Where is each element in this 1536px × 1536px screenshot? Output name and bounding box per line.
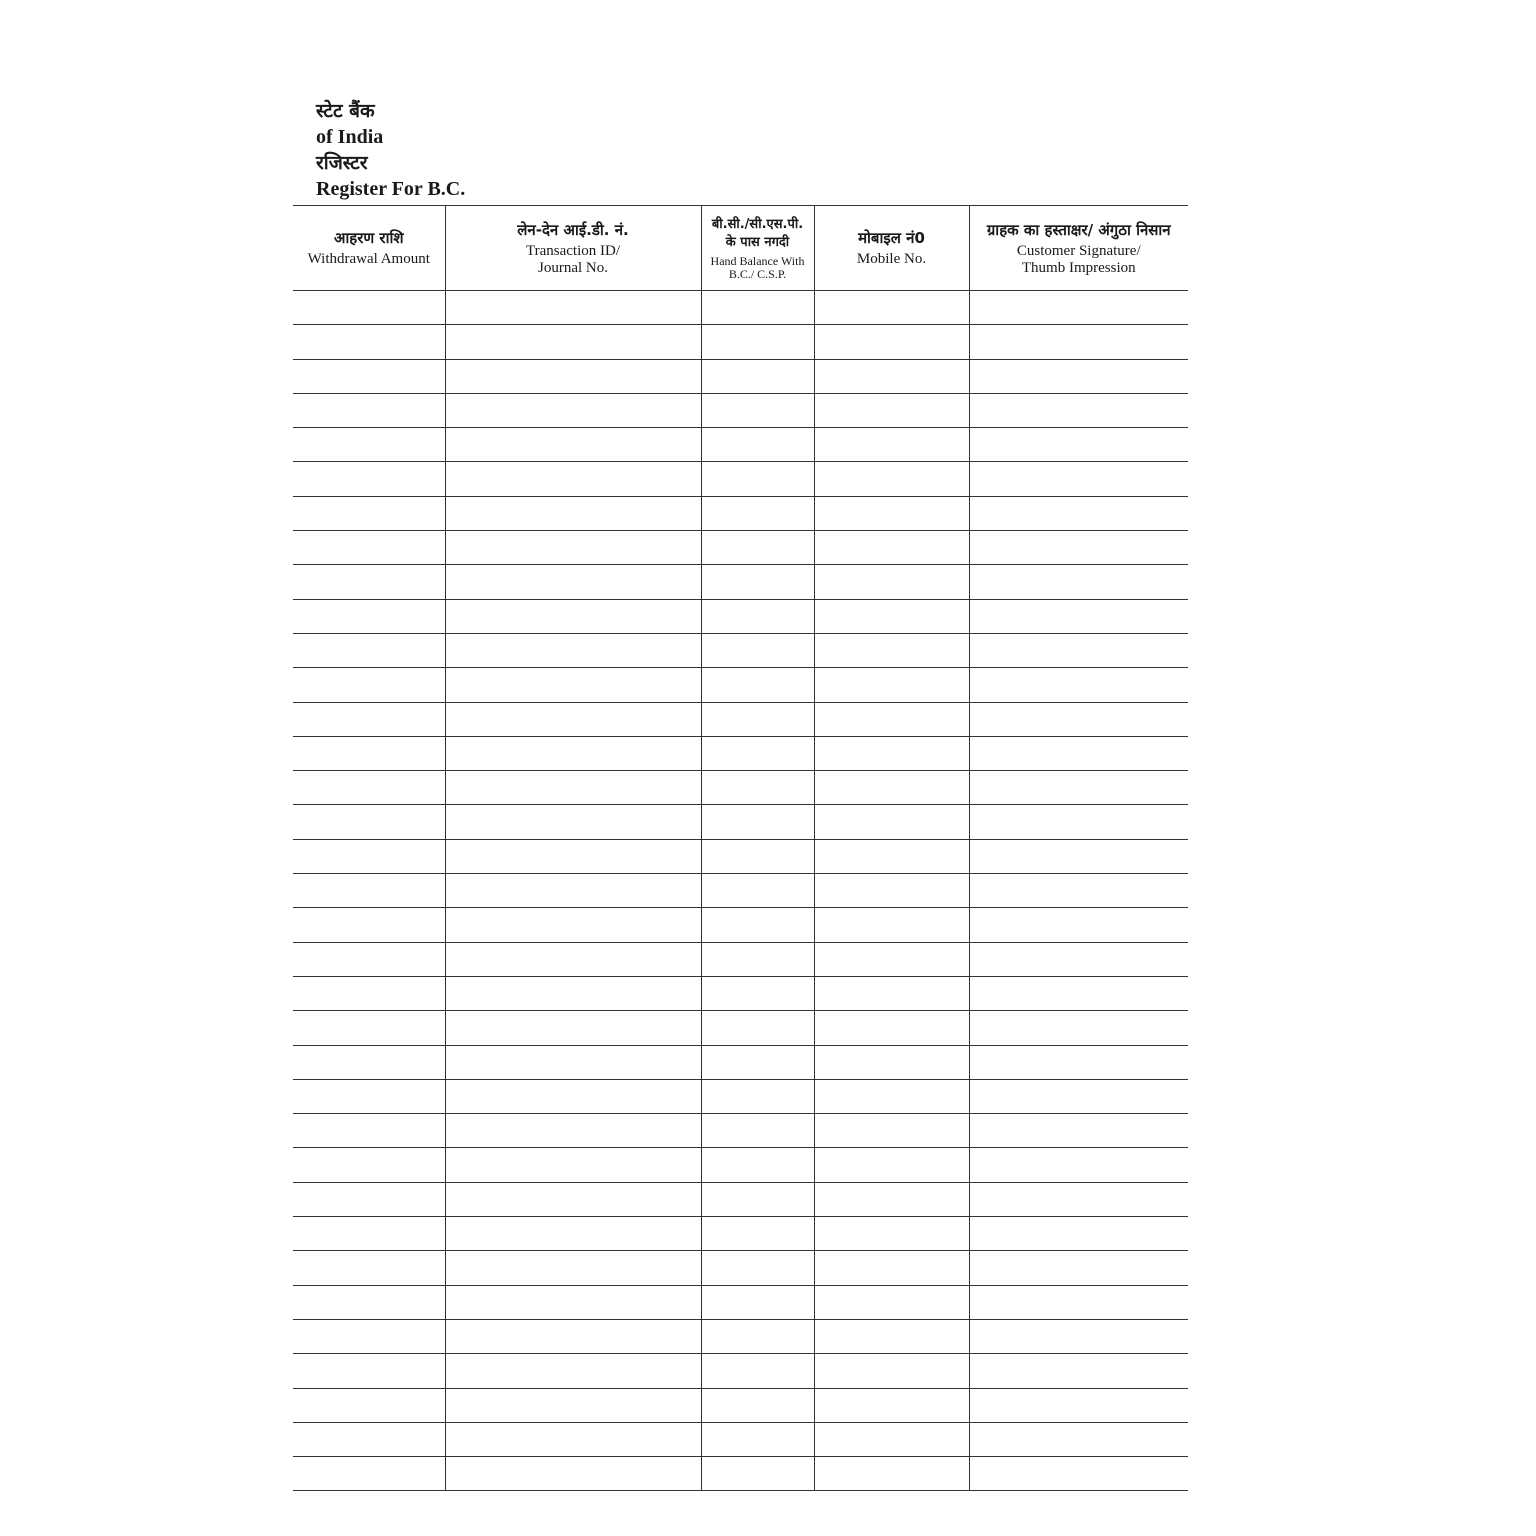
- transaction-id-cell: [445, 874, 701, 908]
- table-row: [293, 599, 1188, 633]
- mobile-no-cell: [814, 668, 969, 702]
- transaction-id-cell: [445, 359, 701, 393]
- hand-balance-cell: [701, 393, 814, 427]
- withdrawal-amount-cell: [293, 702, 445, 736]
- hand-balance-cell: [701, 702, 814, 736]
- withdrawal-amount-cell: [293, 633, 445, 667]
- mobile-no-cell: [814, 531, 969, 565]
- customer-signature-cell: [969, 1045, 1188, 1079]
- customer-signature-cell: [969, 1079, 1188, 1113]
- table-row: [293, 462, 1188, 496]
- withdrawal-amount-cell: [293, 668, 445, 702]
- table-row: [293, 736, 1188, 770]
- table-row: [293, 1285, 1188, 1319]
- column-header-hindi: आहरण राशि: [333, 229, 404, 247]
- mobile-no-cell: [814, 976, 969, 1010]
- transaction-id-cell: [445, 736, 701, 770]
- transaction-id-cell: [445, 1182, 701, 1216]
- column-header-english-line: Customer Signature/: [1016, 242, 1141, 259]
- withdrawal-amount-cell: [293, 1457, 445, 1491]
- hand-balance-cell: [701, 1114, 814, 1148]
- hand-balance-cell: [701, 1217, 814, 1251]
- transaction-id-cell: [445, 1011, 701, 1045]
- hand-balance-cell: [701, 1251, 814, 1285]
- hand-balance-cell: [701, 1045, 814, 1079]
- mobile-no-cell: [814, 565, 969, 599]
- transaction-id-cell: [445, 393, 701, 427]
- table-row: [293, 633, 1188, 667]
- mobile-no-cell: [814, 771, 969, 805]
- register-heading: [316, 98, 465, 202]
- customer-signature-cell: [969, 976, 1188, 1010]
- column-header-english-line: B.C./ C.S.P.: [728, 266, 787, 281]
- customer-signature-cell: [969, 1354, 1188, 1388]
- customer-signature-cell: [969, 942, 1188, 976]
- transaction-id-cell: [445, 976, 701, 1010]
- customer-signature-cell: [969, 633, 1188, 667]
- withdrawal-amount-cell: [293, 839, 445, 873]
- hand-balance-cell: [701, 942, 814, 976]
- customer-signature-cell: [969, 496, 1188, 530]
- withdrawal-amount-cell: [293, 565, 445, 599]
- withdrawal-amount-cell: [293, 1045, 445, 1079]
- hand-balance-cell: [701, 668, 814, 702]
- column-header-english-line: Transaction ID/: [525, 242, 621, 259]
- column-header-withdrawal-amount: [293, 206, 445, 291]
- transaction-id-cell: [445, 531, 701, 565]
- customer-signature-cell: [969, 1011, 1188, 1045]
- customer-signature-cell: [969, 1148, 1188, 1182]
- mobile-no-cell: [814, 599, 969, 633]
- mobile-no-cell: [814, 1251, 969, 1285]
- mobile-no-cell: [814, 702, 969, 736]
- hand-balance-cell: [701, 1079, 814, 1113]
- column-header-hindi-line: के पास नगदी: [725, 234, 790, 250]
- table-row: [293, 1182, 1188, 1216]
- customer-signature-cell: [969, 1388, 1188, 1422]
- mobile-no-cell: [814, 496, 969, 530]
- withdrawal-amount-cell: [293, 599, 445, 633]
- withdrawal-amount-cell: [293, 874, 445, 908]
- heading-line-hindi-bank: स्टेट बैंक: [316, 100, 375, 122]
- withdrawal-amount-cell: [293, 1182, 445, 1216]
- table-row: [293, 1251, 1188, 1285]
- mobile-no-cell: [814, 1422, 969, 1456]
- table-row: [293, 393, 1188, 427]
- withdrawal-amount-cell: [293, 805, 445, 839]
- transaction-id-cell: [445, 1148, 701, 1182]
- column-header-english-line: Hand Balance With: [710, 253, 805, 268]
- customer-signature-cell: [969, 908, 1188, 942]
- withdrawal-amount-cell: [293, 1285, 445, 1319]
- mobile-no-cell: [814, 1319, 969, 1353]
- customer-signature-cell: [969, 462, 1188, 496]
- transaction-id-cell: [445, 839, 701, 873]
- withdrawal-amount-cell: [293, 1319, 445, 1353]
- column-header-english-line: Thumb Impression: [1021, 259, 1136, 276]
- column-header-hindi: ग्राहक का हस्ताक्षर/ अंगुठा निसान: [986, 220, 1171, 239]
- hand-balance-cell: [701, 599, 814, 633]
- table-row: [293, 1114, 1188, 1148]
- customer-signature-cell: [969, 771, 1188, 805]
- mobile-no-cell: [814, 428, 969, 462]
- heading-line-register-for-bc: Register For B.C.: [316, 178, 466, 200]
- mobile-no-cell: [814, 1182, 969, 1216]
- mobile-no-cell: [814, 633, 969, 667]
- column-header-hand-balance: [701, 206, 814, 291]
- transaction-id-cell: [445, 1388, 701, 1422]
- mobile-no-cell: [814, 1079, 969, 1113]
- register-body: [293, 291, 1188, 1491]
- customer-signature-cell: [969, 291, 1188, 325]
- column-header-english: [446, 243, 701, 277]
- mobile-no-cell: [814, 839, 969, 873]
- column-header-hindi: लेन-देन आई.डी. नं.: [517, 220, 629, 239]
- hand-balance-cell: [701, 805, 814, 839]
- customer-signature-cell: [969, 1251, 1188, 1285]
- transaction-id-cell: [445, 702, 701, 736]
- mobile-no-cell: [814, 462, 969, 496]
- transaction-id-cell: [445, 291, 701, 325]
- column-header-english: Mobile No.: [856, 251, 927, 267]
- customer-signature-cell: [969, 839, 1188, 873]
- hand-balance-cell: [701, 874, 814, 908]
- transaction-id-cell: [445, 325, 701, 359]
- table-row: [293, 291, 1188, 325]
- mobile-no-cell: [814, 291, 969, 325]
- customer-signature-cell: [969, 736, 1188, 770]
- transaction-id-cell: [445, 942, 701, 976]
- mobile-no-cell: [814, 1011, 969, 1045]
- withdrawal-amount-cell: [293, 393, 445, 427]
- hand-balance-cell: [701, 633, 814, 667]
- header-row: [293, 206, 1188, 291]
- table-row: [293, 1045, 1188, 1079]
- mobile-no-cell: [814, 393, 969, 427]
- customer-signature-cell: [969, 1285, 1188, 1319]
- hand-balance-cell: [701, 359, 814, 393]
- column-header-hindi: मोबाइल नं0: [858, 229, 925, 247]
- withdrawal-amount-cell: [293, 462, 445, 496]
- withdrawal-amount-cell: [293, 1148, 445, 1182]
- hand-balance-cell: [701, 428, 814, 462]
- table-row: [293, 565, 1188, 599]
- mobile-no-cell: [814, 1148, 969, 1182]
- table-row: [293, 805, 1188, 839]
- mobile-no-cell: [814, 359, 969, 393]
- register-table-container: [293, 205, 1188, 1491]
- transaction-id-cell: [445, 1354, 701, 1388]
- column-header-english: Withdrawal Amount: [307, 251, 430, 267]
- transaction-id-cell: [445, 805, 701, 839]
- customer-signature-cell: [969, 428, 1188, 462]
- heading-line-of-india: of India: [316, 126, 384, 148]
- transaction-id-cell: [445, 771, 701, 805]
- withdrawal-amount-cell: [293, 1354, 445, 1388]
- heading-line-hindi-register: रजिस्टर: [316, 152, 368, 174]
- mobile-no-cell: [814, 1045, 969, 1079]
- hand-balance-cell: [701, 565, 814, 599]
- transaction-id-cell: [445, 1422, 701, 1456]
- transaction-id-cell: [445, 496, 701, 530]
- hand-balance-cell: [701, 1457, 814, 1491]
- hand-balance-cell: [701, 1148, 814, 1182]
- withdrawal-amount-cell: [293, 359, 445, 393]
- hand-balance-cell: [701, 839, 814, 873]
- column-header-mobile-no: [814, 206, 969, 291]
- withdrawal-amount-cell: [293, 1079, 445, 1113]
- table-row: [293, 908, 1188, 942]
- table-row: [293, 428, 1188, 462]
- table-row: [293, 839, 1188, 873]
- hand-balance-cell: [701, 1422, 814, 1456]
- mobile-no-cell: [814, 874, 969, 908]
- transaction-id-cell: [445, 462, 701, 496]
- table-row: [293, 1011, 1188, 1045]
- mobile-no-cell: [814, 805, 969, 839]
- transaction-id-cell: [445, 908, 701, 942]
- column-header-english-line: Journal No.: [538, 259, 608, 276]
- customer-signature-cell: [969, 1319, 1188, 1353]
- table-row: [293, 1422, 1188, 1456]
- withdrawal-amount-cell: [293, 1422, 445, 1456]
- transaction-id-cell: [445, 1457, 701, 1491]
- mobile-no-cell: [814, 325, 969, 359]
- transaction-id-cell: [445, 599, 701, 633]
- hand-balance-cell: [701, 1388, 814, 1422]
- customer-signature-cell: [969, 1217, 1188, 1251]
- column-header-hindi-line: बी.सी./सी.एस.पी.: [711, 216, 804, 232]
- table-row: [293, 942, 1188, 976]
- customer-signature-cell: [969, 805, 1188, 839]
- withdrawal-amount-cell: [293, 1011, 445, 1045]
- withdrawal-amount-cell: [293, 736, 445, 770]
- mobile-no-cell: [814, 1285, 969, 1319]
- customer-signature-cell: [969, 393, 1188, 427]
- withdrawal-amount-cell: [293, 1388, 445, 1422]
- mobile-no-cell: [814, 736, 969, 770]
- table-row: [293, 1079, 1188, 1113]
- customer-signature-cell: [969, 359, 1188, 393]
- withdrawal-amount-cell: [293, 531, 445, 565]
- customer-signature-cell: [969, 1457, 1188, 1491]
- transaction-id-cell: [445, 1319, 701, 1353]
- withdrawal-amount-cell: [293, 942, 445, 976]
- transaction-id-cell: [445, 1251, 701, 1285]
- table-row: [293, 325, 1188, 359]
- withdrawal-amount-cell: [293, 771, 445, 805]
- table-row: [293, 771, 1188, 805]
- table-row: [293, 1457, 1188, 1491]
- transaction-id-cell: [445, 633, 701, 667]
- customer-signature-cell: [969, 599, 1188, 633]
- transaction-id-cell: [445, 428, 701, 462]
- customer-signature-cell: [969, 1114, 1188, 1148]
- customer-signature-cell: [969, 874, 1188, 908]
- transaction-id-cell: [445, 1045, 701, 1079]
- column-header-english: [970, 243, 1189, 277]
- withdrawal-amount-cell: [293, 1251, 445, 1285]
- hand-balance-cell: [701, 291, 814, 325]
- mobile-no-cell: [814, 1217, 969, 1251]
- customer-signature-cell: [969, 702, 1188, 736]
- transaction-id-cell: [445, 1217, 701, 1251]
- withdrawal-amount-cell: [293, 428, 445, 462]
- hand-balance-cell: [701, 1285, 814, 1319]
- hand-balance-cell: [701, 531, 814, 565]
- hand-balance-cell: [701, 496, 814, 530]
- table-row: [293, 1319, 1188, 1353]
- hand-balance-cell: [701, 908, 814, 942]
- column-header-transaction-id: [445, 206, 701, 291]
- withdrawal-amount-cell: [293, 908, 445, 942]
- table-row: [293, 976, 1188, 1010]
- mobile-no-cell: [814, 942, 969, 976]
- hand-balance-cell: [701, 736, 814, 770]
- mobile-no-cell: [814, 1354, 969, 1388]
- column-header-customer-signature: [969, 206, 1188, 291]
- table-row: [293, 1354, 1188, 1388]
- withdrawal-amount-cell: [293, 976, 445, 1010]
- table-row: [293, 1148, 1188, 1182]
- table-row: [293, 531, 1188, 565]
- customer-signature-cell: [969, 668, 1188, 702]
- mobile-no-cell: [814, 908, 969, 942]
- withdrawal-amount-cell: [293, 1114, 445, 1148]
- customer-signature-cell: [969, 325, 1188, 359]
- customer-signature-cell: [969, 1422, 1188, 1456]
- mobile-no-cell: [814, 1457, 969, 1491]
- withdrawal-amount-cell: [293, 291, 445, 325]
- transaction-id-cell: [445, 1079, 701, 1113]
- transaction-id-cell: [445, 1114, 701, 1148]
- table-row: [293, 874, 1188, 908]
- mobile-no-cell: [814, 1388, 969, 1422]
- hand-balance-cell: [701, 325, 814, 359]
- hand-balance-cell: [701, 1319, 814, 1353]
- column-header-english: [702, 255, 814, 281]
- mobile-no-cell: [814, 1114, 969, 1148]
- register-table: [293, 206, 1188, 1491]
- customer-signature-cell: [969, 1182, 1188, 1216]
- table-row: [293, 496, 1188, 530]
- table-row: [293, 359, 1188, 393]
- withdrawal-amount-cell: [293, 496, 445, 530]
- hand-balance-cell: [701, 976, 814, 1010]
- hand-balance-cell: [701, 771, 814, 805]
- transaction-id-cell: [445, 1285, 701, 1319]
- transaction-id-cell: [445, 668, 701, 702]
- hand-balance-cell: [701, 1354, 814, 1388]
- withdrawal-amount-cell: [293, 325, 445, 359]
- hand-balance-cell: [701, 462, 814, 496]
- table-row: [293, 702, 1188, 736]
- transaction-id-cell: [445, 565, 701, 599]
- table-row: [293, 668, 1188, 702]
- customer-signature-cell: [969, 565, 1188, 599]
- customer-signature-cell: [969, 531, 1188, 565]
- hand-balance-cell: [701, 1011, 814, 1045]
- table-row: [293, 1217, 1188, 1251]
- withdrawal-amount-cell: [293, 1217, 445, 1251]
- table-row: [293, 1388, 1188, 1422]
- hand-balance-cell: [701, 1182, 814, 1216]
